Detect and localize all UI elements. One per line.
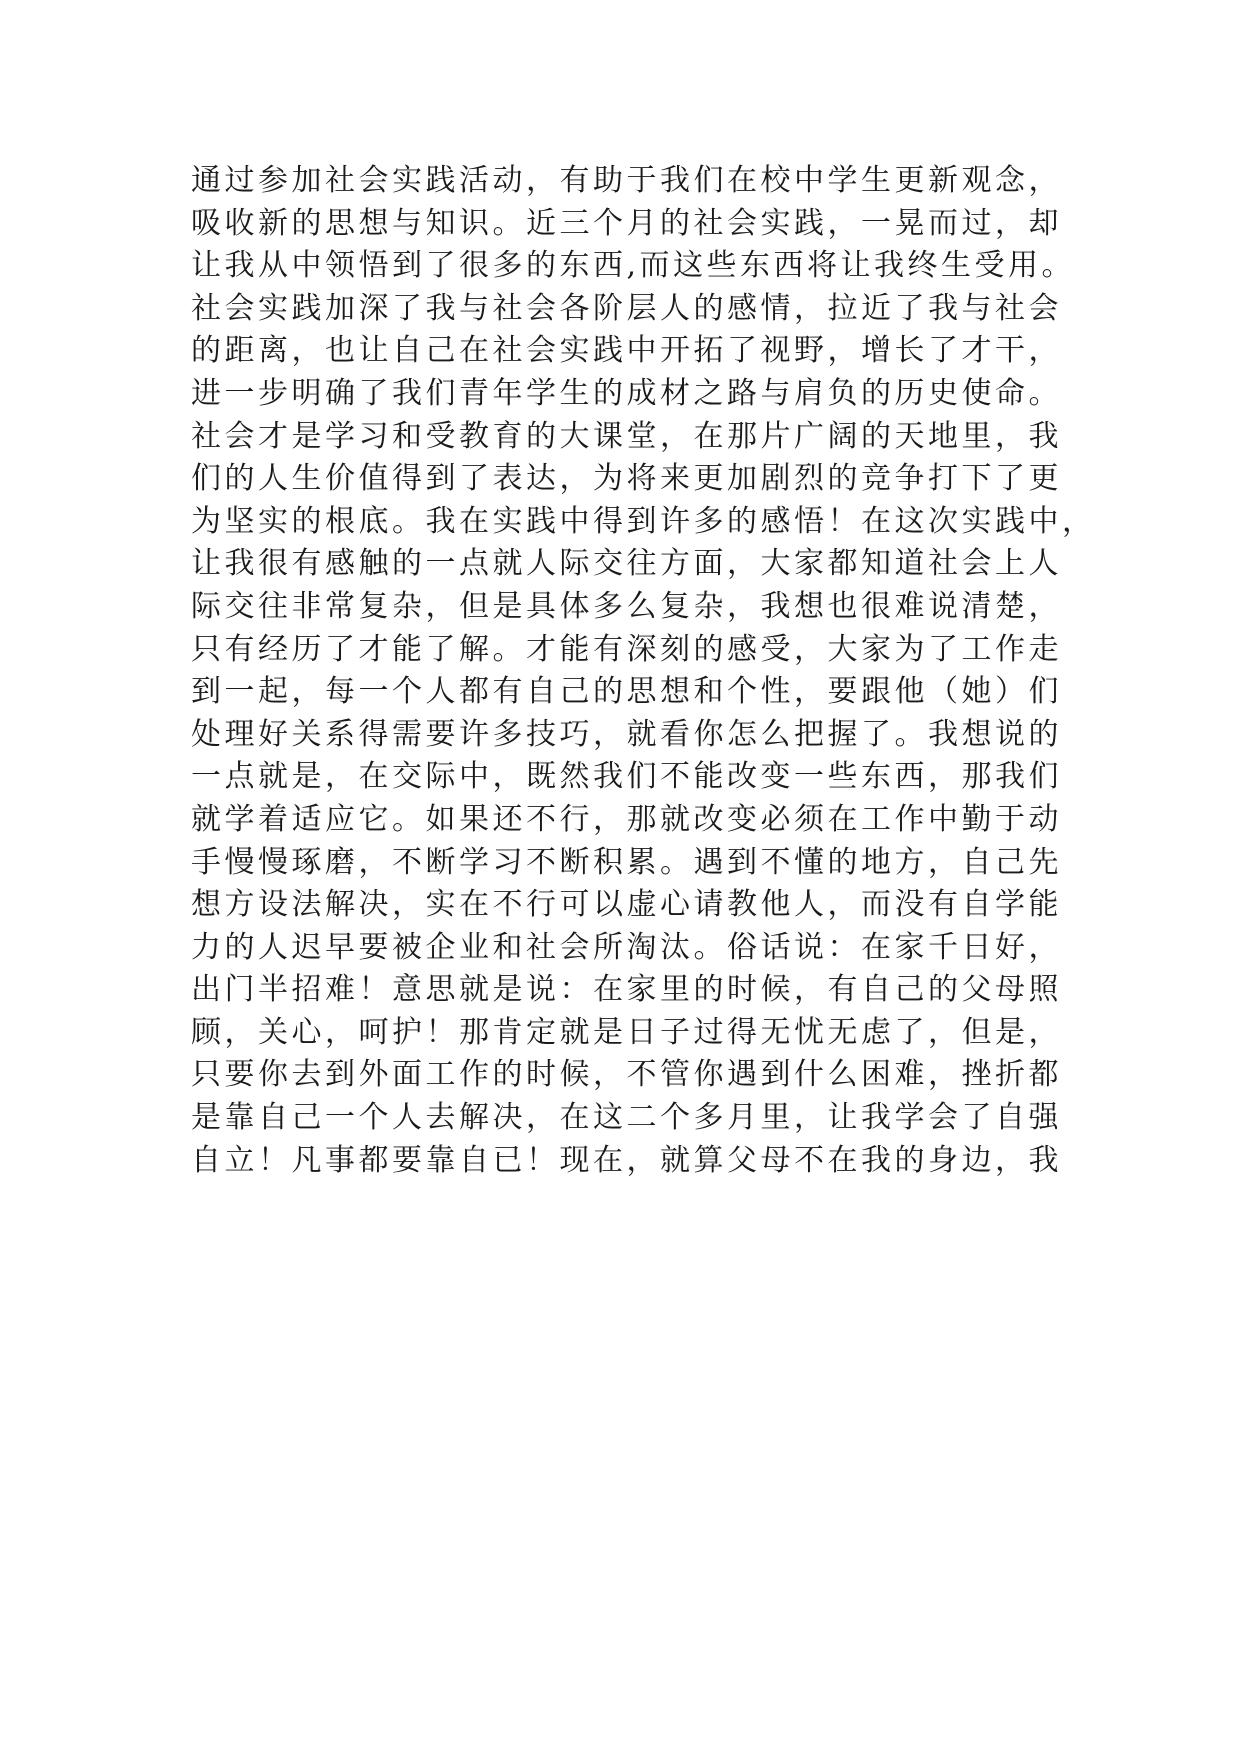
text-line: 只有经历了才能了解。才能有深刻的感受，大家为了工作走 bbox=[191, 631, 1062, 667]
text-line: 自立！凡事都要靠自已！现在，就算父母不在我的身边，我 bbox=[191, 1142, 1062, 1178]
text-line: 是靠自己一个人去解决，在这二个多月里，让我学会了自强 bbox=[191, 1100, 1062, 1136]
text-line: 吸收新的思想与知识。近三个月的社会实践，一晃而过，却 bbox=[191, 205, 1062, 241]
text-line: 进一步明确了我们青年学生的成材之路与肩负的历史使命。 bbox=[191, 375, 1062, 411]
text-line: 到一起，每一个人都有自己的思想和个性，要跟他（她）们 bbox=[191, 674, 1062, 710]
text-line: 为坚实的根底。我在实践中得到许多的感悟！在这次实践中， bbox=[191, 503, 1096, 539]
body-text bbox=[191, 160, 1096, 1182]
text-line: 的距离，也让自己在社会实践中开拓了视野，增长了才干， bbox=[191, 333, 1062, 369]
text-line: 手慢慢琢磨，不断学习不断积累。遇到不懂的地方，自己先 bbox=[191, 844, 1062, 880]
text-line: 际交往非常复杂，但是具体多么复杂，我想也很难说清楚， bbox=[191, 588, 1062, 624]
text-line: 力的人迟早要被企业和社会所淘汰。俗话说：在家千日好， bbox=[191, 929, 1062, 965]
text-line: 只要你去到外面工作的时候，不管你遇到什么困难，挫折都 bbox=[191, 1057, 1062, 1093]
text-line: 让我很有感触的一点就人际交往方面，大家都知道社会上人 bbox=[191, 546, 1062, 582]
text-line: 社会才是学习和受教育的大课堂，在那片广阔的天地里，我 bbox=[191, 418, 1062, 454]
text-line: 一点就是，在交际中，既然我们不能改变一些东西，那我们 bbox=[191, 759, 1062, 795]
text-line: 让我从中领悟到了很多的东西,而这些东西将让我终生受用。 bbox=[191, 248, 1076, 284]
text-line: 处理好关系得需要许多技巧，就看你怎么把握了。我想说的 bbox=[191, 716, 1062, 752]
text-line: 通过参加社会实践活动，有助于我们在校中学生更新观念， bbox=[191, 163, 1062, 198]
text-line: 就学着适应它。如果还不行，那就改变必须在工作中勤于动 bbox=[191, 801, 1062, 837]
text-line: 社会实践加深了我与社会各阶层人的感情，拉近了我与社会 bbox=[191, 290, 1062, 326]
text-line: 顾，关心，呵护！那肯定就是日子过得无忧无虑了，但是， bbox=[191, 1014, 1062, 1050]
text-line: 出门半招难！意思就是说：在家里的时候，有自己的父母照 bbox=[191, 972, 1062, 1008]
text-line: 们的人生价值得到了表达，为将来更加剧烈的竞争打下了更 bbox=[191, 461, 1062, 497]
text-line: 想方设法解决，实在不行可以虚心请教他人，而没有自学能 bbox=[191, 887, 1062, 923]
